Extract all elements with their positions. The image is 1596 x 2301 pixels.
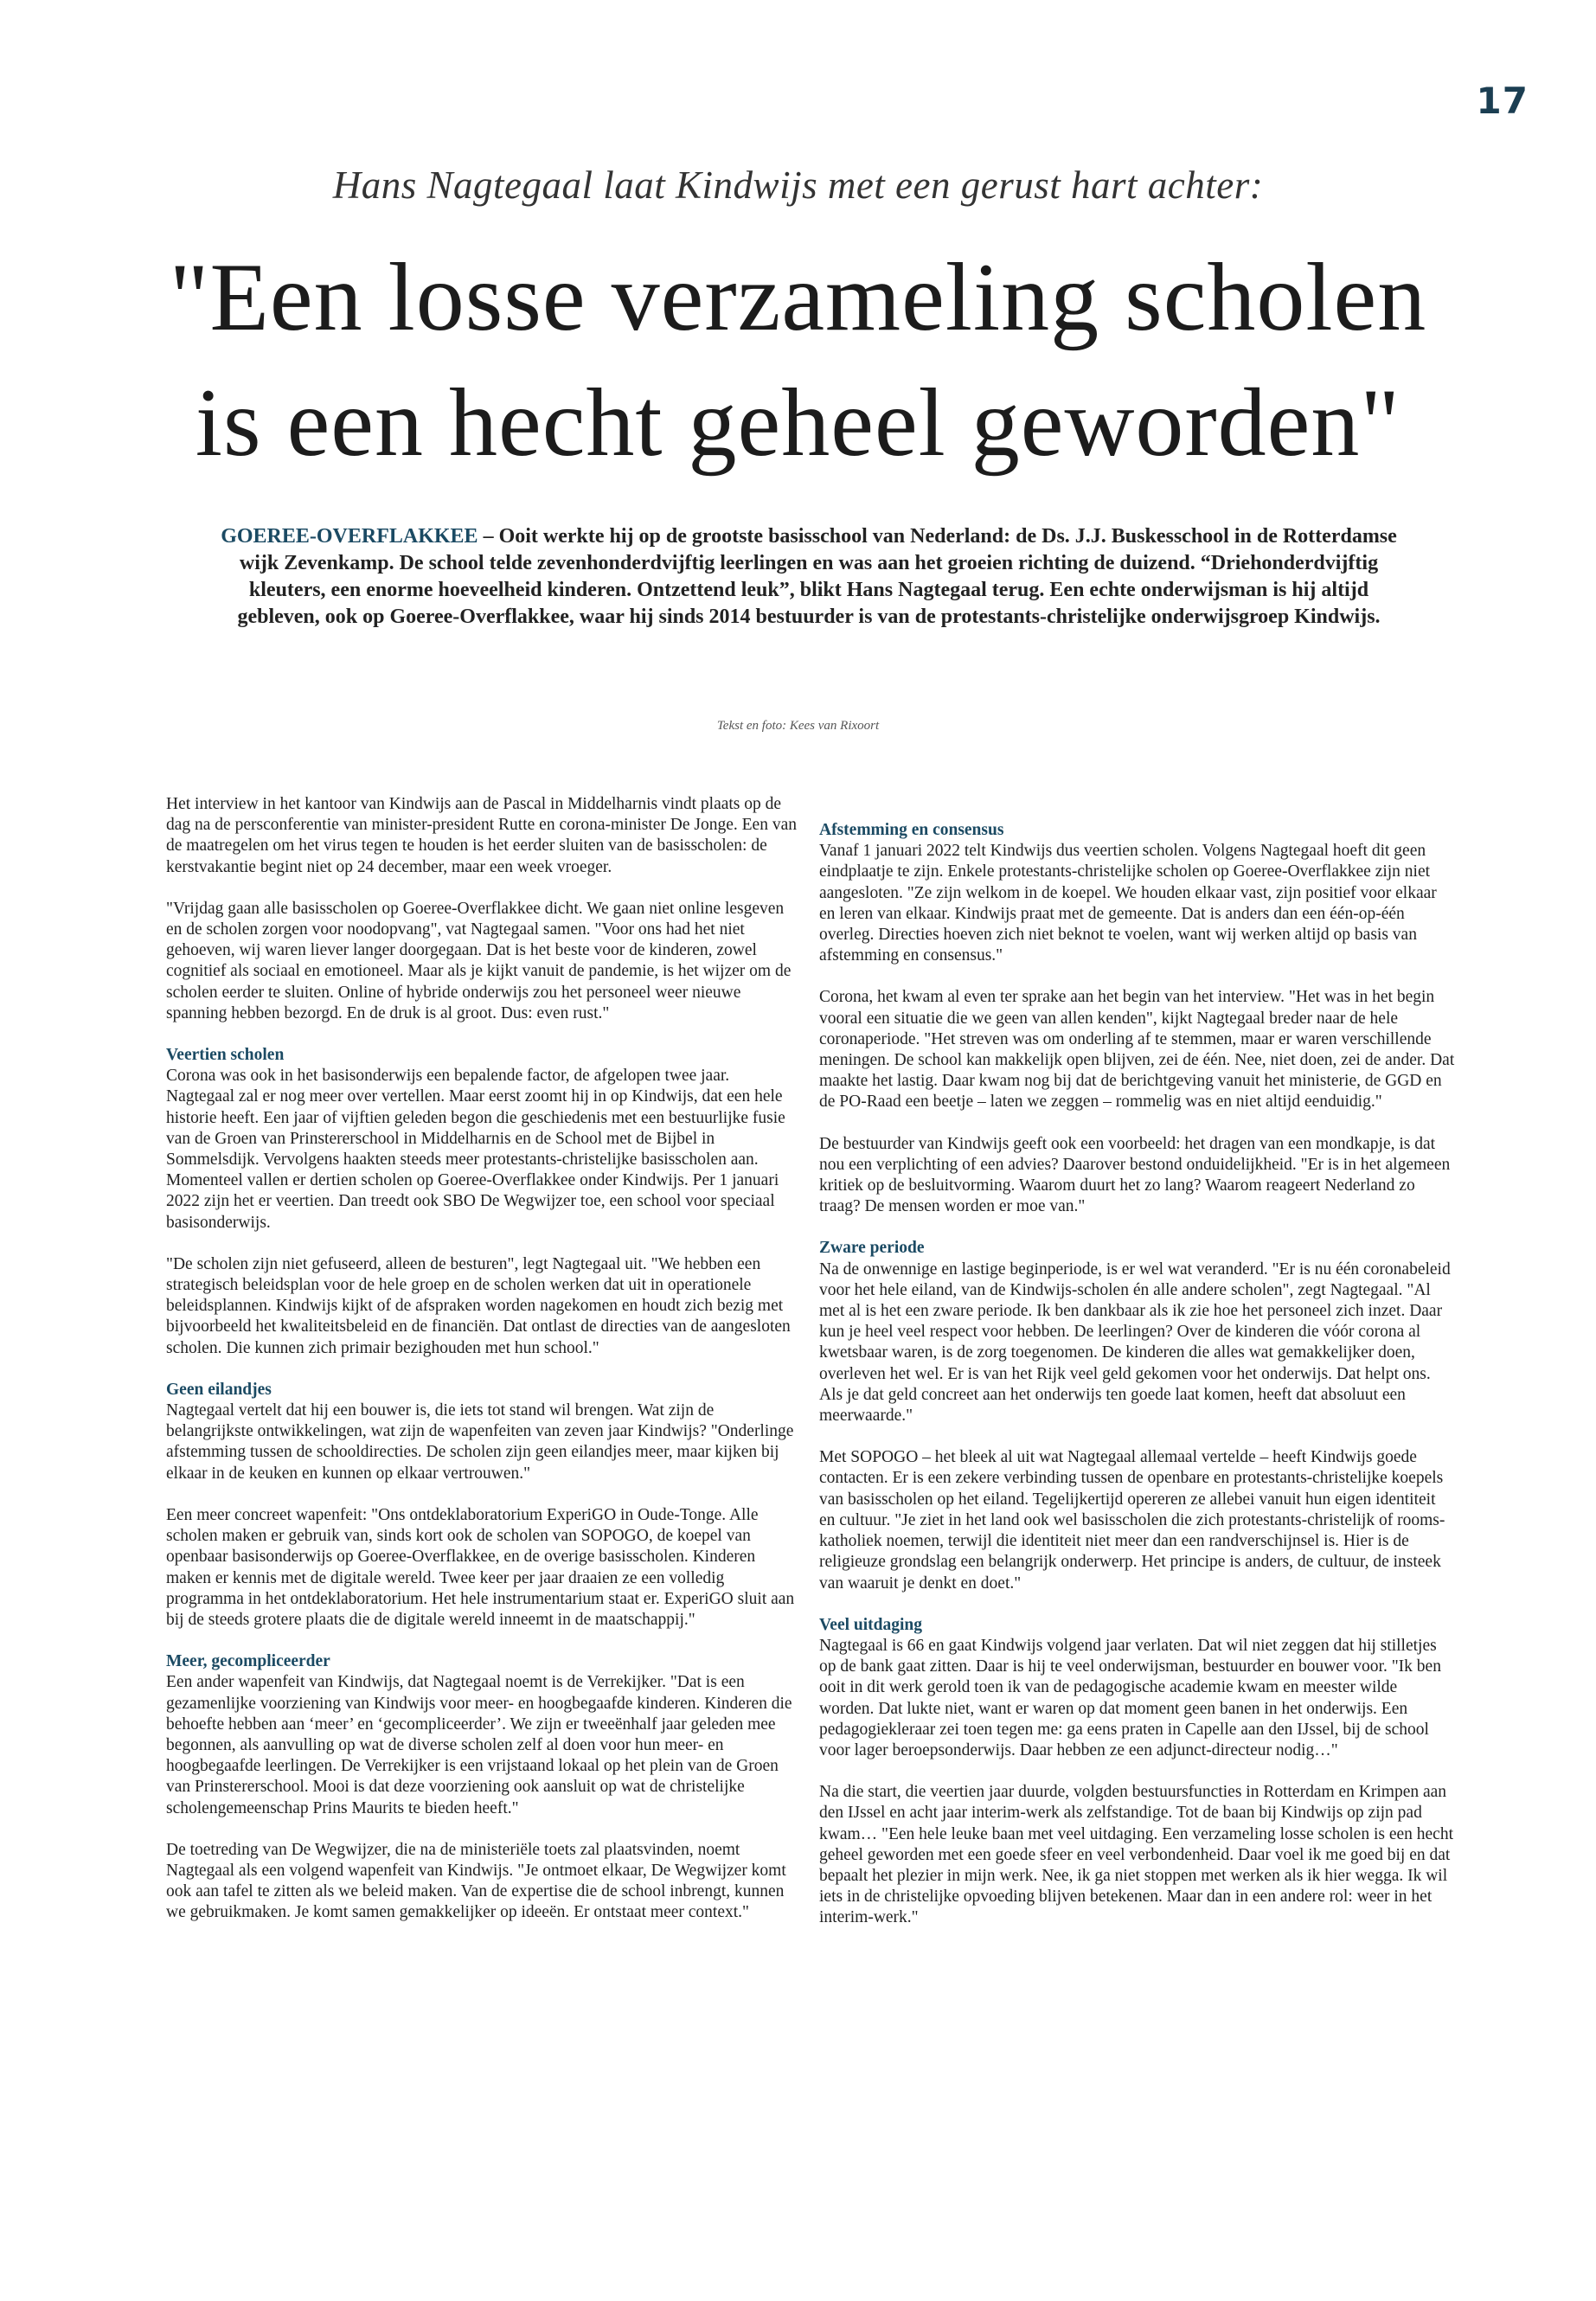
lead-text: – Ooit werkte hij op de grootste basisschool van Nederland: de Ds. J.J. Buskesschool in de Rotterdamse wijk Zevenkamp. De school telde zevenhonderdvijftig leerlingen en was aan het groeien richting de duizend. “Driehonderdvijftig kleuters, een enorme hoeveelheid kinderen. Ontzettend leuk”, blikt Hans Nagtegaal terug. Een echte onderwijsman is hij altijd gebleven, ook op Goeree-Overflakkee, waar hij sinds 2014 bestuurder is van de protestants-christelijke onderwijsgroep Kindwijs. [237,525,1397,628]
paragraph: Het interview in het kantoor van Kindwijs aan de Pascal in Middelharnis vindt plaats op de dag na de persconferentie van minister-president Rutte en corona-minister De Jonge. Een van de maatregelen om het virus tegen te houden is het eerder sluiten van de basisscholen: de kerstvakantie begint niet op 24 december, maar een week vroeger. [166,795,797,876]
page-number: 17 [1476,80,1529,122]
paragraph: Een meer concreet wapenfeit: "Ons ontdeklaboratorium ExperiGO in Oude-Tonge. Alle scholen maken er gebruik van, sinds kort ook de scholen van SOPOGO, de koepel van openbaar basisonderwijs op Goeree-Overflakkee, en de overige basisscholen. Kinderen maken er kennis met de digitale wereld. Twee keer per jaar draaien ze een volledig programma in het ontdeklaboratorium. Het hele instrumentarium staat er. ExperiGO sluit aan bij de steeds grotere plaats die de digitale wereld inneemt in de maatschappij." [166,1505,795,1629]
paragraph: De bestuurder van Kindwijs geeft ook een voorbeeld: het dragen van een mondkapje, is dat nou een verplichting of een advies? Daarover bestond onduidelijkheid. "Er is in het algemeen kritiek op de besluitvorming. Waarom duurt het zo lang? Waarom reageert Nederland zo traag? De mensen worden er moe van." [819,1134,1451,1216]
paragraph: De toetreding van De Wegwijzer, die na de ministeriële toets zal plaatsvinden, noemt Nagtegaal als een volgend wapenfeit van Kindwijs. "Je ontmoet elkaar, De Wegwijzer komt ook aan tafel te zitten als we beleid maken. Van de expertise die de school inbrengt, kunnen we gebruikmaken. Je komt samen gemakkelijker op ideeën. Er ontstaat meer context." [166,1840,786,1922]
subheading-afstemming-en-consensus: Afstemming en consensus [819,821,1004,839]
article-lead [216,523,1401,631]
paragraph: "De scholen zijn niet gefuseerd, alleen de besturen", legt Nagtegaal uit. "We hebben een strategisch beleidsplan voor de hele groep en de scholen werken dat uit in operationele beleidsplannen. Kindwijs kijkt of de afspraken worden nagekomen en houdt zich bezig met bijvoorbeeld het kwaliteitsbeleid en de financiën. Dat ontlast de directies van de aangesloten scholen. Die kunnen zich primair bezighouden met hun school." [166,1254,791,1357]
left-column [166,794,802,1945]
subheading-veel-uitdaging: Veel uitdaging [819,1615,923,1634]
headline-line-2: is een hecht geheel geworden" [195,369,1401,477]
paragraph: Een ander wapenfeit van Kindwijs, dat Nagtegaal noemt is de Verrekijker. "Dat is een gezamenlijke voorziening van Kindwijs voor meer- en hoogbegaafde kinderen. Kinderen die behoefte hebben aan ‘meer’ en ‘gecompliceerder’. We zijn er tweeënhalf jaar geleden mee begonnen, als aanvulling op wat de diverse scholen zelf al doen voor hun meer- en hoogbegaafde leerlingen. De Verrekijker is een vrijstaand lokaal op het plein van de Groen van Prinstererschool. Mooi is dat deze voorziening ook aansluit op wat de christelijke scholengemeenschap Prins Maurits te bieden heeft." [166,1673,792,1817]
paragraph: Nagtegaal is 66 en gaat Kindwijs volgend jaar verlaten. Dat wil niet zeggen dat hij stilletjes op de bank gaat zitten. Daar is hij te veel onderwijsman, bestuurder en bouwer voor. "Ik ben ooit in dit werk gerold toen ik van de pedagogische academie kwam en meester wilde worden. Dat lukte niet, want er waren op dat moment geen banen in het onderwijs. Een pedagogiekleraar zei toen tegen me: ga eens praten in Capelle aan den IJssel, bij de school voor lager beroepsonderwijs. Daar hebben ze een adjunct-directeur nodig…" [819,1636,1441,1759]
article-headline [0,235,1596,486]
paragraph: Na de onwennige en lastige beginperiode, is er wel wat veranderd. "Er is nu één coronabeleid voor het hele eiland, van de Kindwijs-scholen én alle andere scholen", zegt Nagtegaal. "Al met al is het een zware periode. Ik ben dankbaar als ik zie hoe het personeel zich inzet. Daar kun je heel veel respect voor hebben. De leerlingen? Over de kinderen die vóór corona al kwetsbaar waren, is de zorg toegenomen. De kinderen die alles wat gemakkelijker doen, overleven het wel. Er is van het Rijk veel geld gekomen voor het onderwijs. Dat helpt ons. Als je dat geld concreet aan het onderwijs ten goede laat komen, heeft dat absoluut een meerwaarde." [819,1259,1451,1426]
article-kicker: Hans Nagtegaal laat Kindwijs met een gerust hart achter: [332,163,1264,207]
lead-dateline: GOEREE-OVERFLAKKEE [221,525,478,548]
right-column [819,820,1455,1950]
paragraph: Corona, het kwam al even ter sprake aan het begin van het interview. "Het was in het begin vooral een situatie die we geen van allen kenden", kijkt Nagtegaal breder naar de hele coronaperiode. "Het streven was om onderling af te stemmen, maar er waren verschillende meningen. De school kan makkelijk open blijven, zei de één. Nee, niet doen, zei de ander. Dat maakte het lastig. Daar kwam nog bij dat de berichtgeving vanuit het ministerie, de GGD en de PO-Raad een beetje – laten we zeggen – rommelig was en niet altijd eenduidig." [819,988,1455,1112]
paragraph: Nagtegaal vertelt dat hij een bouwer is, die iets tot stand wil brengen. Wat zijn de belangrijkste ontwikkelingen, wat zijn de wapenfeiten van zeven jaar Kindwijs? "Onderlinge afstemming tussen de schooldirecties. De scholen zijn geen eilandjes meer, maar kijken bij elkaar in de keuken en kunnen op elkaar vertrouwen." [166,1401,794,1483]
paragraph: Na die start, die veertien jaar duurde, volgden bestuursfuncties in Rotterdam en Krimpen aan den IJssel en acht jaar interim-werk als zelfstandige. Tot de baan bij Kindwijs op zijn pad kwam… "Een hele leuke baan met veel uitdaging. Een verzameling losse scholen is een hecht geheel geworden met een goede sfeer en veel verbondenheid. Daar voel ik me goed bij en dat bepaalt het plezier in mijn werk. Nee, ik ga niet stoppen met werken als ik hier wegga. Ik wil iets in de christelijke opvoeding blijven betekenen. Maar dan in een andere rol: weer in het interim-werk." [819,1783,1453,1927]
subheading-geen-eilandjes: Geen eilandjes [166,1380,272,1399]
paragraph: "Vrijdag gaan alle basisscholen op Goeree-Overflakkee dicht. We gaan niet online lesgeven en de scholen zorgen voor noodopvang", vat Nagtegaal samen. "Voor ons had het niet gehoeven, wij waren liever langer doorgegaan. Dat is het beste voor de kinderen, zowel cognitief als sociaal en emotioneel. Maar als je kijkt vanuit de pandemie, is het wijzer om de scholen eerder te sluiten. Online of hybride onderwijs zou het personeel weer nieuwe spanning hebben bezorgd. En de druk is al groot. Dus: even rust." [166,899,792,1022]
photo-credit: Tekst en foto: Kees van Rixoort [716,719,880,733]
paragraph: Met SOPOGO – het bleek al uit wat Nagtegaal allemaal vertelde – heeft Kindwijs goede contacten. Er is een zekere verbinding tussen de openbare en protestants-christelijke koepels van basisscholen op het eiland. Tegelijkertijd opereren ze allebei vanuit hun eigen identiteit en cultuur. "Je ziet in het land ook wel basisscholen die zich protestants-christelijk of rooms-katholiek noemen, terwijl die identiteit niet meer dan een randverschijnsel is. Hier is de religieuze grondslag een belangrijk onderwerp. Het principe is anders, de cultuur, de insteek van waaruit je denkt en doet." [819,1448,1445,1593]
subheading-zware-periode: Zware periode [819,1239,925,1258]
headline-line-1: "Een losse verzameling scholen [169,244,1427,351]
subheading-meer-gecompliceerder: Meer, gecompliceerder [166,1652,330,1671]
paragraph: Corona was ook in het basisonderwijs een bepalende factor, de afgelopen twee jaar. Nagtegaal zal er nog meer over vertellen. Maar eerst zoomt hij in op Kindwijs, dat een hele historie heeft. Een jaar of vijftien geleden begon die geschiedenis met een bestuurlijke fusie van de Groen van Prinstererschool in Middelharnis en de School met de Bijbel in Sommelsdijk. Vervolgens haakten steeds meer protestants-christelijke basisscholen aan. Momenteel vallen er dertien scholen op Goeree-Overflakkee onder Kindwijs. Per 1 januari 2022 zijn het er veertien. Dan treedt ook SBO De Wegwijzer toe, een school voor speciaal basisonderwijs. [166,1067,785,1232]
paragraph: Vanaf 1 januari 2022 telt Kindwijs dus veertien scholen. Volgens Nagtegaal hoeft dit geen eindplaatje te zijn. Enkele protestants-christelijke scholen op Goeree-Overflakkee zijn niet aangesloten. "Ze zijn welkom in de koepel. We houden elkaar vast, zijn positief voor elkaar en leren van elkaar. Kindwijs praat met de gemeente. Dat is anders dan een één-op-één overleg. Directies hoeven zich niet beknot te voelen, want wij werken altijd op basis van afstemming en consensus." [819,842,1437,965]
subheading-veertien-scholen: Veertien scholen [166,1046,285,1065]
